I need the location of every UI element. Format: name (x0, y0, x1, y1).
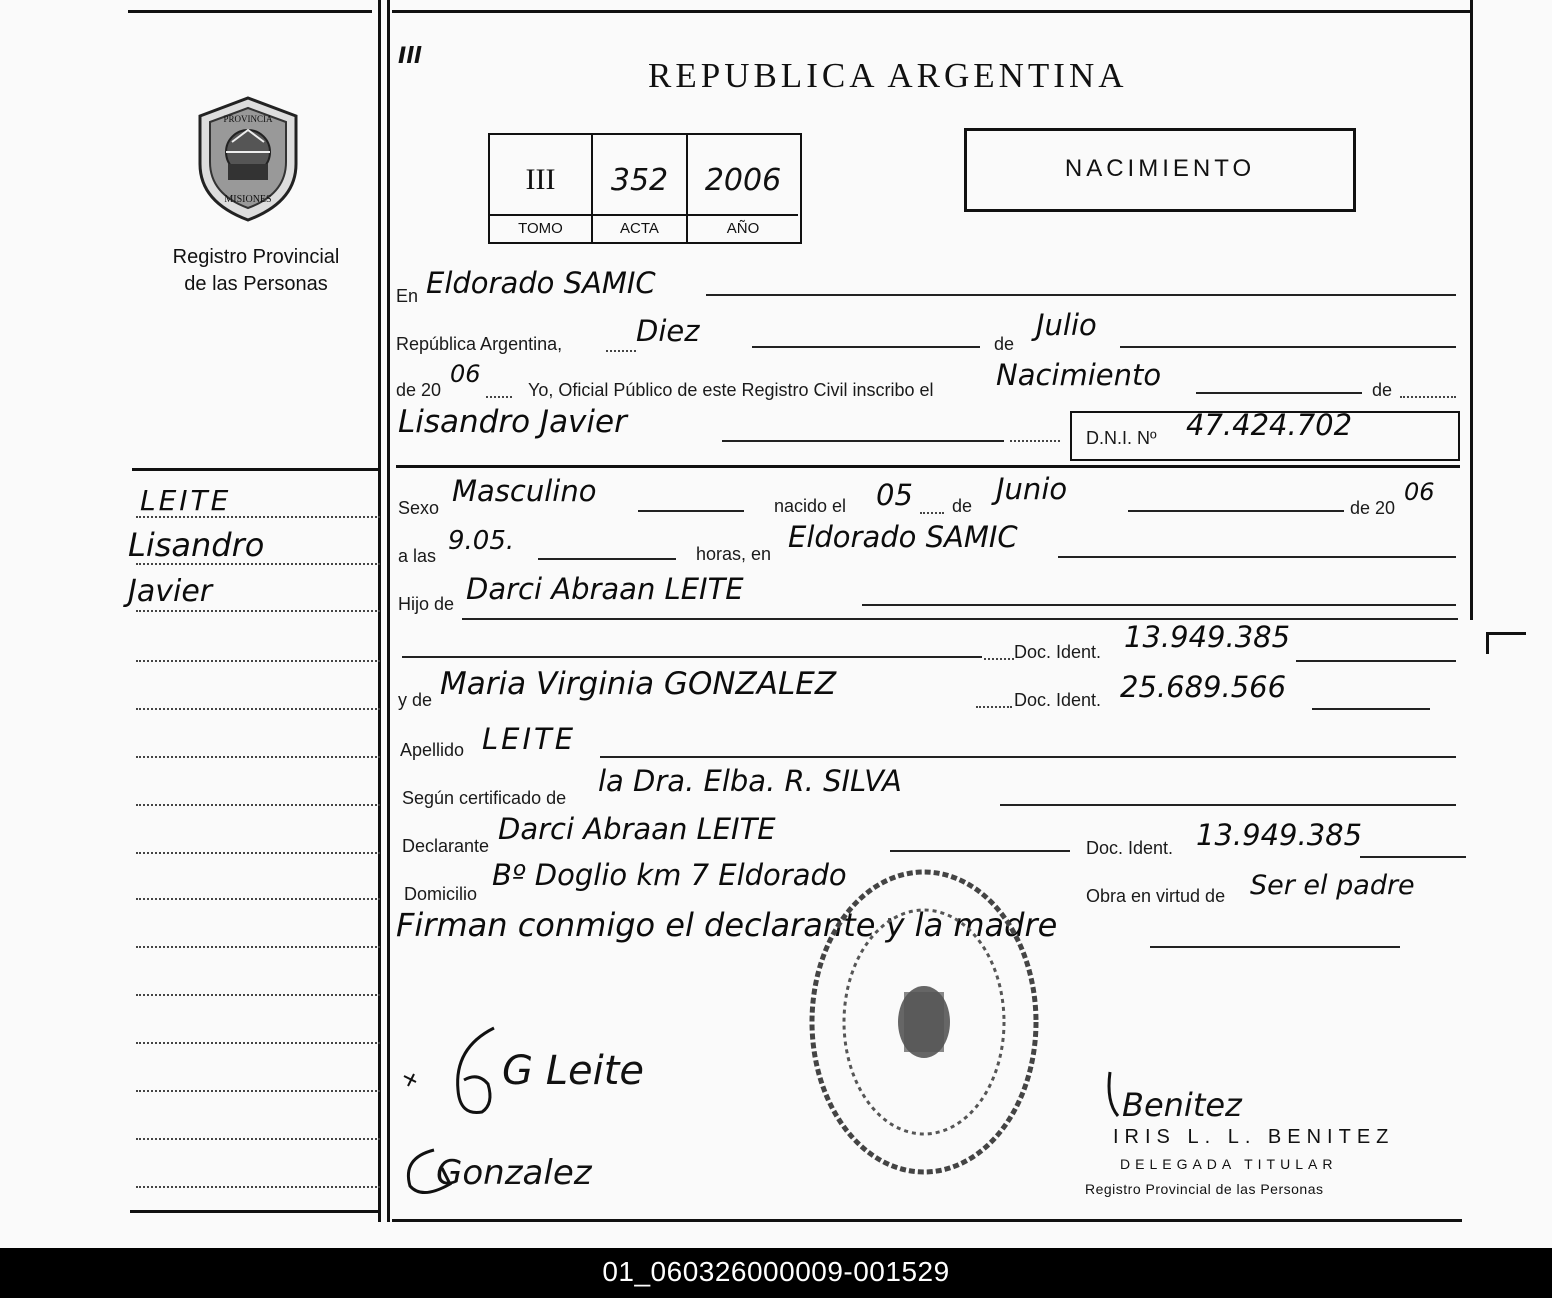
body-section-rule (396, 465, 1460, 468)
margin-given-name-1: Lisandro (128, 526, 265, 564)
value-padre: Darci Abraan LEITE (466, 572, 744, 606)
label-yde: y de (398, 690, 433, 710)
margin-line (136, 1138, 380, 1140)
label-obra: Obra en virtud de (1086, 886, 1226, 906)
label-alas: a las (398, 546, 437, 566)
margin-line (136, 1042, 380, 1044)
margin-surname: LEITE (140, 484, 232, 517)
value-lugar: Eldorado SAMIC (426, 266, 656, 300)
value-obra: Ser el padre (1250, 870, 1415, 901)
value-anio: 06 (450, 360, 481, 388)
svg-text:MISIONES: MISIONES (224, 194, 272, 205)
fill-line (752, 346, 980, 348)
fill-line (890, 850, 1070, 852)
father-signature (398, 1020, 645, 1135)
margin-line (136, 756, 380, 758)
file-id-label: 01_060326000009-001529 (602, 1256, 950, 1287)
label-segun: Según certificado de (402, 788, 567, 808)
fill-line (1360, 856, 1466, 858)
label-de-2: de (952, 496, 973, 516)
value-madre-doc: 25.689.566 (1120, 670, 1287, 704)
corner-mark: Ill (398, 44, 422, 69)
bottom-rule-left (130, 1210, 378, 1213)
value-dni: 47.424.702 (1186, 408, 1353, 442)
ano-value: 2006 (704, 163, 782, 198)
value-nombre: Lisandro Javier (398, 404, 627, 440)
father-signature-text: G Leite (502, 1048, 645, 1094)
fill-line (462, 618, 1458, 620)
margin-given-name-2: Javier (128, 574, 213, 609)
official-role: DELEGADA TITULAR (1120, 1156, 1338, 1172)
value-nac-dia: 05 (876, 478, 913, 512)
official-stamp-icon (806, 862, 1042, 1182)
margin-line (136, 708, 380, 710)
margin-line (136, 660, 380, 662)
value-acto: Nacimiento (996, 358, 1162, 392)
fill-line (1196, 392, 1362, 394)
margin-line (136, 898, 380, 900)
label-doc-3: Doc. Ident. (1086, 838, 1174, 858)
tomo-cell (490, 135, 593, 242)
record-number-table (488, 133, 802, 244)
value-dia: Diez (636, 314, 700, 348)
margin-line (136, 852, 380, 854)
acta-value: 352 (610, 163, 669, 198)
fill-line (1058, 556, 1456, 558)
official-signature-text: Benitez (1122, 1086, 1242, 1124)
label-horas: horas, en (696, 544, 772, 564)
registry-name-line2: de las Personas (184, 273, 328, 295)
fill-line (600, 756, 1456, 758)
margin-line (136, 516, 380, 518)
fill-line (1010, 440, 1060, 442)
margin-divider-2 (387, 0, 390, 1222)
official-name: IRIS L. L. BENITEZ (1113, 1126, 1395, 1148)
label-sexo: Sexo (398, 498, 440, 518)
margin-line (136, 610, 380, 612)
value-domicilio: Bº Doglio km 7 Eldorado (492, 858, 847, 892)
mother-signature (396, 1128, 592, 1213)
country-heading: REPUBLICA ARGENTINA (648, 56, 1128, 95)
fill-line (976, 706, 1012, 708)
fill-line (920, 512, 944, 514)
fill-line (1128, 510, 1344, 512)
fill-line (1120, 346, 1456, 348)
label-declarante: Declarante (402, 836, 490, 856)
value-nac-mes: Junio (996, 472, 1068, 506)
margin-line (136, 1186, 380, 1188)
value-declarante-doc: 13.949.385 (1196, 818, 1363, 852)
fill-line (862, 604, 1456, 606)
margin-line (136, 1090, 380, 1092)
registry-name-line1: Registro Provincial (172, 246, 340, 268)
value-apellido: LEITE (482, 722, 577, 756)
fill-line (402, 656, 982, 658)
act-type-box (964, 128, 1356, 212)
edge-mark (1486, 632, 1489, 654)
label-doc-2: Doc. Ident. (1014, 690, 1102, 710)
label-de20-b: de 20 (1350, 498, 1396, 518)
label-de: de (994, 334, 1015, 354)
registry-seal-icon (192, 94, 304, 229)
tomo-value: III (525, 163, 556, 196)
official-registry: Registro Provincial de las Personas (1085, 1181, 1324, 1197)
label-en: En (396, 286, 419, 306)
label-domicilio: Domicilio (404, 884, 478, 904)
label-doc-1: Doc. Ident. (1014, 642, 1102, 662)
margin-section-rule (132, 468, 380, 471)
fill-line (638, 510, 744, 512)
acta-cell (593, 135, 688, 242)
top-rule-left (128, 10, 372, 13)
acta-label: ACTA (593, 214, 686, 242)
label-de-end: de (1372, 380, 1393, 400)
value-certificado: la Dra. Elba. R. SILVA (598, 764, 902, 798)
value-lugar-nac: Eldorado SAMIC (788, 520, 1018, 554)
label-yo: Yo, Oficial Público de este Registro Civil inscribo el (528, 380, 934, 400)
ano-cell (688, 135, 798, 242)
value-mes: Julio (1036, 308, 1097, 342)
mother-signature-text: Gonzalez (436, 1153, 592, 1193)
value-nac-anio: 06 (1404, 478, 1435, 506)
value-firman: Firman conmigo el declarante y la madre (396, 906, 1058, 944)
margin-line (136, 563, 380, 565)
fill-line (1296, 660, 1456, 662)
ano-label: AÑO (688, 214, 798, 242)
scan-footer-bar (0, 1248, 1552, 1298)
svg-text:PROVINCIA: PROVINCIA (223, 114, 273, 124)
label-nacido: nacido el (774, 496, 847, 516)
bottom-rule-right (392, 1219, 1462, 1222)
label-hijo: Hijo de (398, 594, 455, 614)
label-apellido: Apellido (400, 740, 465, 760)
label-dni: D.N.I. Nº (1086, 428, 1157, 448)
fill-line (1000, 804, 1456, 806)
value-declarante: Darci Abraan LEITE (498, 812, 776, 846)
margin-line (136, 994, 380, 996)
fill-line (606, 350, 636, 352)
margin-line (136, 804, 380, 806)
edge-mark (1486, 632, 1526, 635)
fill-line (486, 396, 512, 398)
fill-line (1312, 708, 1430, 710)
value-madre: Maria Virginia GONZALEZ (440, 666, 837, 702)
right-border (1470, 0, 1473, 620)
value-sexo: Masculino (452, 474, 597, 508)
label-republica: República Argentina, (396, 334, 563, 354)
fill-line (1400, 396, 1456, 398)
fill-line (1150, 946, 1400, 948)
fill-line (706, 294, 1456, 296)
top-rule-right (392, 10, 1472, 13)
value-hora: 9.05. (448, 526, 515, 556)
fill-line (538, 558, 676, 560)
margin-line (136, 946, 380, 948)
label-de20: de 20 (396, 380, 442, 400)
fill-line (722, 440, 1004, 442)
tomo-label: TOMO (490, 214, 591, 242)
fill-line (984, 658, 1014, 660)
value-padre-doc: 13.949.385 (1124, 620, 1291, 654)
act-type-label: NACIMIENTO (1064, 155, 1256, 182)
